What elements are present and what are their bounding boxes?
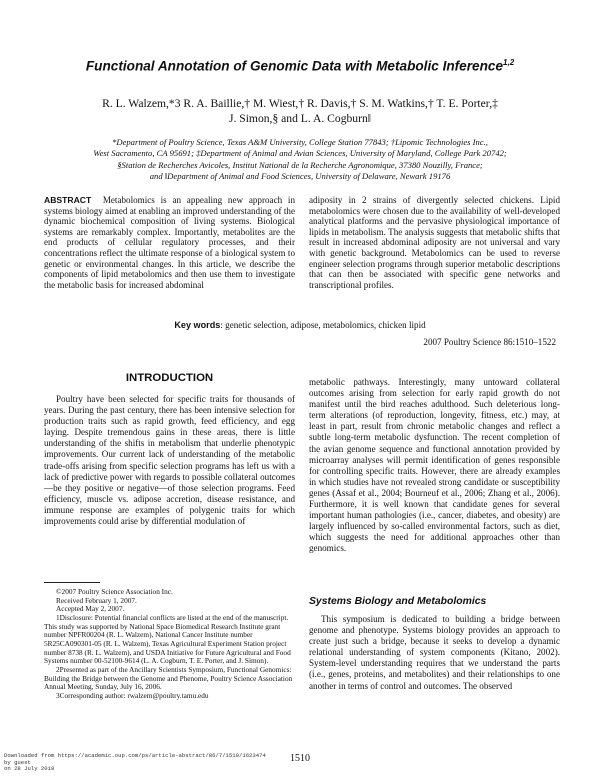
footnote-2: 2Presented as part of the Ancillary Scientists Symposium, Functional Genomics: Building the Bridge between the Genome and Phenome, Poultry Science Association Annual Meeting, Sunday, July 16, 2006. <box>44 664 293 692</box>
abstract-right-column <box>309 195 560 290</box>
systems-biology-body <box>309 614 560 692</box>
footnote-1: 1Disclosure: Potential financial conflicts are listed at the end of the manuscript. This study was supported by National Space Biomedical Research Institute grant number NPFR00204 (R. L. Walzem), National Cancer Institute number 5R25CA090301-05 (R. L. Walzem), Texas Agricultural Experiment Station project number 8738 (R. L. Walzem), and USDA Initiative for Future Agricultural and Food Systems number 00-52100-9614 (L. A. Cogburn, T. E. Porter, and J. Simon). <box>44 612 291 666</box>
abstract-label: ABSTRACT <box>44 195 92 205</box>
systems-biology-heading: Systems Biology and Metabolomics <box>309 596 487 607</box>
right-column-body <box>309 377 560 555</box>
received-date: Received February 1, 2007. <box>56 595 137 605</box>
download-line: by guest <box>4 758 31 766</box>
journal-citation: 2007 Poultry Science 86:1510–1522 <box>423 337 556 347</box>
abstract-text-left: Metabolomics is an appealing new approach in systems biology aimed at enabling an improved understanding of the dynamic biochemical composition of living systems. Biological systems are remarkably complex. Importantly, metabolites are the end products of cellular regulatory processes, and their concentrations reflect the ultimate response of a biological system to genetic or environmental changes. In this article, we describe the components of lipid metabolomics and then use them to investigate the metabolic basis for increased abdominal <box>44 195 296 290</box>
keywords-label: Key words <box>174 320 221 330</box>
paragraph: This symposium is dedicated to building a bridge between genome and phenotype. Systems biology provides an approach to create just such a bridge, because it seeks to develop a dynamic relational understanding of system components (Kitano, 2002). System-level understanding requires that we understand the parts (i.e., genes, proteins, and metabolites) and their relationships to one another in terms of control and outcomes. The observed <box>309 614 560 691</box>
author-list <box>60 96 540 126</box>
affiliation-line: and ‖Department of Animal and Food Sciences, University of Delaware, Newark 19176 <box>149 170 451 181</box>
download-line: Downloaded from https://academic.oup.com/ps/article-abstract/86/7/1510/1623474 <box>4 752 266 759</box>
copyright-note: ©2007 Poultry Science Association Inc. <box>56 587 173 596</box>
footnote-divider <box>44 582 100 583</box>
download-watermark <box>4 753 266 773</box>
affiliation-line: West Sacramento, CA 95691; ‡Department of Animal and Avian Sciences, University of Maryland, College Park 20742; <box>93 148 507 159</box>
keywords-text: : genetic selection, adipose, metabolomics, chicken lipid <box>220 320 426 330</box>
authors-line-1: R. L. Walzem,*3 R. A. Baillie,† M. Wiest,† R. Davis,† S. M. Watkins,† T. E. Porter,‡ <box>102 97 498 110</box>
footnote-3: 3Corresponding author: rwalzem@poultry.tamu.edu <box>56 690 209 700</box>
keywords <box>0 320 600 330</box>
abstract-left-column <box>44 195 295 290</box>
paragraph: metabolic pathways. Interestingly, many untoward collateral outcomes arising from selection for early rapid growth do not manifest until the bird reaches adulthood. Such deleterious long-term alterations (of reproduction, longevity, fitness, etc.) may, at least in part, result from chronic metabolic changes and reflect a subtle long-term metabolic dysfunction. The recent completion of the avian genome sequence and functional annotation provided by microarray analyses will permit identification of genes responsible for controlling specific traits. However, there are already examples in which studies have not revealed strong candidate or susceptibility genes (Assaf et al., 2004; Bourneuf et al., 2006; Zhang et al., 2006). Furthermore, it is well known that candidate genes for several important human pathologies (i.e., cancer, diabetes, and obesity) are largely influenced by so-called environmental factors, such as diet, which suggests the need for additional approaches other than genomics. <box>309 377 560 554</box>
affiliation-line: §Station de Recherches Avicoles, Institut National de la Recherche Agronomique, 37380 Nouzilly, France; <box>117 159 483 170</box>
affiliation-line: *Department of Poultry Science, Texas A&M University, College Station 77843; †Lipomic Technologies Inc., <box>112 137 488 147</box>
abstract-text-right: adiposity in 2 strains of divergently selected chickens. Lipid metabolomics were chosen due to the availability of well-developed analytical platforms and the pervasive physiological importance of lipids in metabolism. The analysis suggests that metabolic shifts that result in increased abdominal adiposity are not universal and vary with genetic background. Metabolomics can be used to reverse engineer selection programs through superior metabolic descriptions that can then be associated with specific gene networks and transcriptional profiles. <box>309 195 560 290</box>
accepted-date: Accepted May 2, 2007. <box>56 604 125 614</box>
introduction-heading: INTRODUCTION <box>125 372 214 384</box>
authors-line-2: J. Simon,§ and L. A. Cogburn‖ <box>228 112 372 125</box>
article-title: Functional Annotation of Genomic Data with Metabolic Inference$^{1,2}$ <box>85 58 515 74</box>
page-number: 1510 <box>290 753 310 764</box>
footnotes <box>44 588 295 701</box>
title-footnote-marks: 1,2 <box>503 58 515 67</box>
introduction-body <box>44 394 295 527</box>
affiliations <box>40 137 560 182</box>
paragraph: Poultry have been selected for specific traits for thousands of years. During the past century, there has been intensive selection for production traits such as rapid growth, feed efficiency, and egg laying. Despite tremendous gains in these areas, there is little understanding of the shifts in metabolism that underlie phenotypic improvements. Our current lack of understanding of the metabolic trade-offs arising from specific selection programs has left us with a lack of predictive power with regards to possible collateral outcomes—be they positive or negative—of those selection programs. Feed efficiency, muscle vs. adipose accretion, disease resistance, and immune response are examples of polygenic traits for which improvements could arise by differential modulation of <box>44 394 295 527</box>
download-line: on 28 July 2018 <box>4 765 55 773</box>
